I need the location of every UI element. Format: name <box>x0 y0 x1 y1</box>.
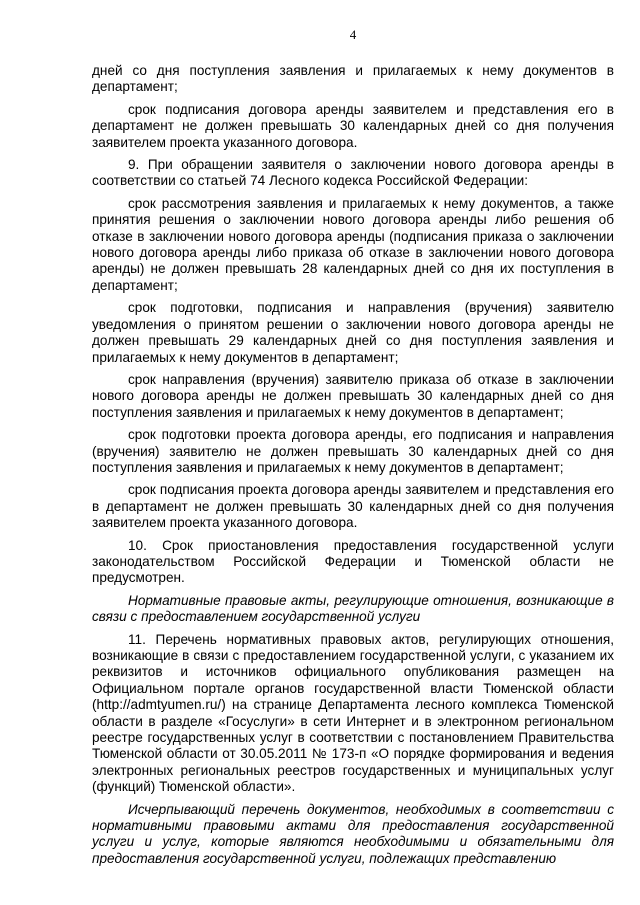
paragraph-draft-deadline: срок подготовки проекта договора аренды, его подписания и направления (вручения) заявителю не должен превышать 30 календарных дней со дня поступления заявления и прилагаемых к нему документов в департамент; <box>92 427 614 475</box>
page-number: 4 <box>349 27 357 42</box>
paragraph-applicant-signing-deadline: срок подписания проекта договора аренды заявителем и представления его в департамент не должен превышать 30 календарных дней со дня получения заявителем проекта указанного договора. <box>92 482 614 531</box>
paragraph-item-11: 11. Перечень нормативных правовых актов, регулирующих отношения, возникающие в связи с предоставлением государственной услуги, с указанием их реквизитов и источников официального опубликования размещен на Официальном портале органов государственной власти Тюменской области (http://admtyumen.ru/) на странице Департамента лесного комплекса Тюменской области в разделе «Госуслуги» в сети Интернет и в электронном региональном реестре государственных услуг в соответствии с постановлением Правительства Тюменской области от 30.05.2011 № 173-п «О порядке формирования и ведения электронных региональных реестров государственных и муниципальных услуг (функций) Тюменской области». <box>92 631 614 795</box>
paragraph-item-9: 9. При обращении заявителя о заключении нового договора аренды в соответствии со статьей 74 Лесного кодекса Российской Федерации: <box>92 157 614 189</box>
paragraph-continuation: дней со дня поступления заявления и прилагаемых к нему документов в департамент; <box>92 63 614 95</box>
section-heading-documents: Исчерпывающий перечень документов, необходимых в соответствии с нормативными правовыми актами для предоставления государственной услуги и услуг, которые являются необходимыми и обязательными для предоставления государственной услуги, подлежащих представлению <box>92 801 614 866</box>
paragraph-refusal-deadline: срок направления (вручения) заявителю приказа об отказе в заключении нового договора аренды не должен превышать 30 календарных дней со дня поступления заявления и прилагаемых к нему документов в департамент; <box>92 371 614 420</box>
paragraph-review-deadline: срок рассмотрения заявления и прилагаемых к нему документов, а также принятия решения о заключении нового договора аренды либо решения об отказе в заключении нового договора аренды (подписания приказа о заключении нового договора аренды либо приказа об отказе в заключении нового договора аренды) не должен превышать 28 календарных дней со дня их поступления в департамент; <box>92 195 614 293</box>
paragraph-item-10: 10. Срок приостановления предоставления государственной услуги законодательством Российской Федерации и Тюменской области не предусмотрен. <box>92 537 614 586</box>
paragraph-signing-deadline: срок подписания договора аренды заявителем и представления его в департамент не должен превышать 30 календарных дней со дня получения заявителем проекта указанного договора. <box>92 101 614 150</box>
section-heading-regulations: Нормативные правовые акты, регулирующие отношения, возникающие в связи с предоставлением государственной услуги <box>92 592 614 625</box>
paragraph-notification-deadline: срок подготовки, подписания и направления (вручения) заявителю уведомления о принятом решении о заключении нового договора аренды не должен превышать 29 календарных дней со дня поступления заявления и прилагаемых к нему документов в департамент; <box>92 300 614 365</box>
